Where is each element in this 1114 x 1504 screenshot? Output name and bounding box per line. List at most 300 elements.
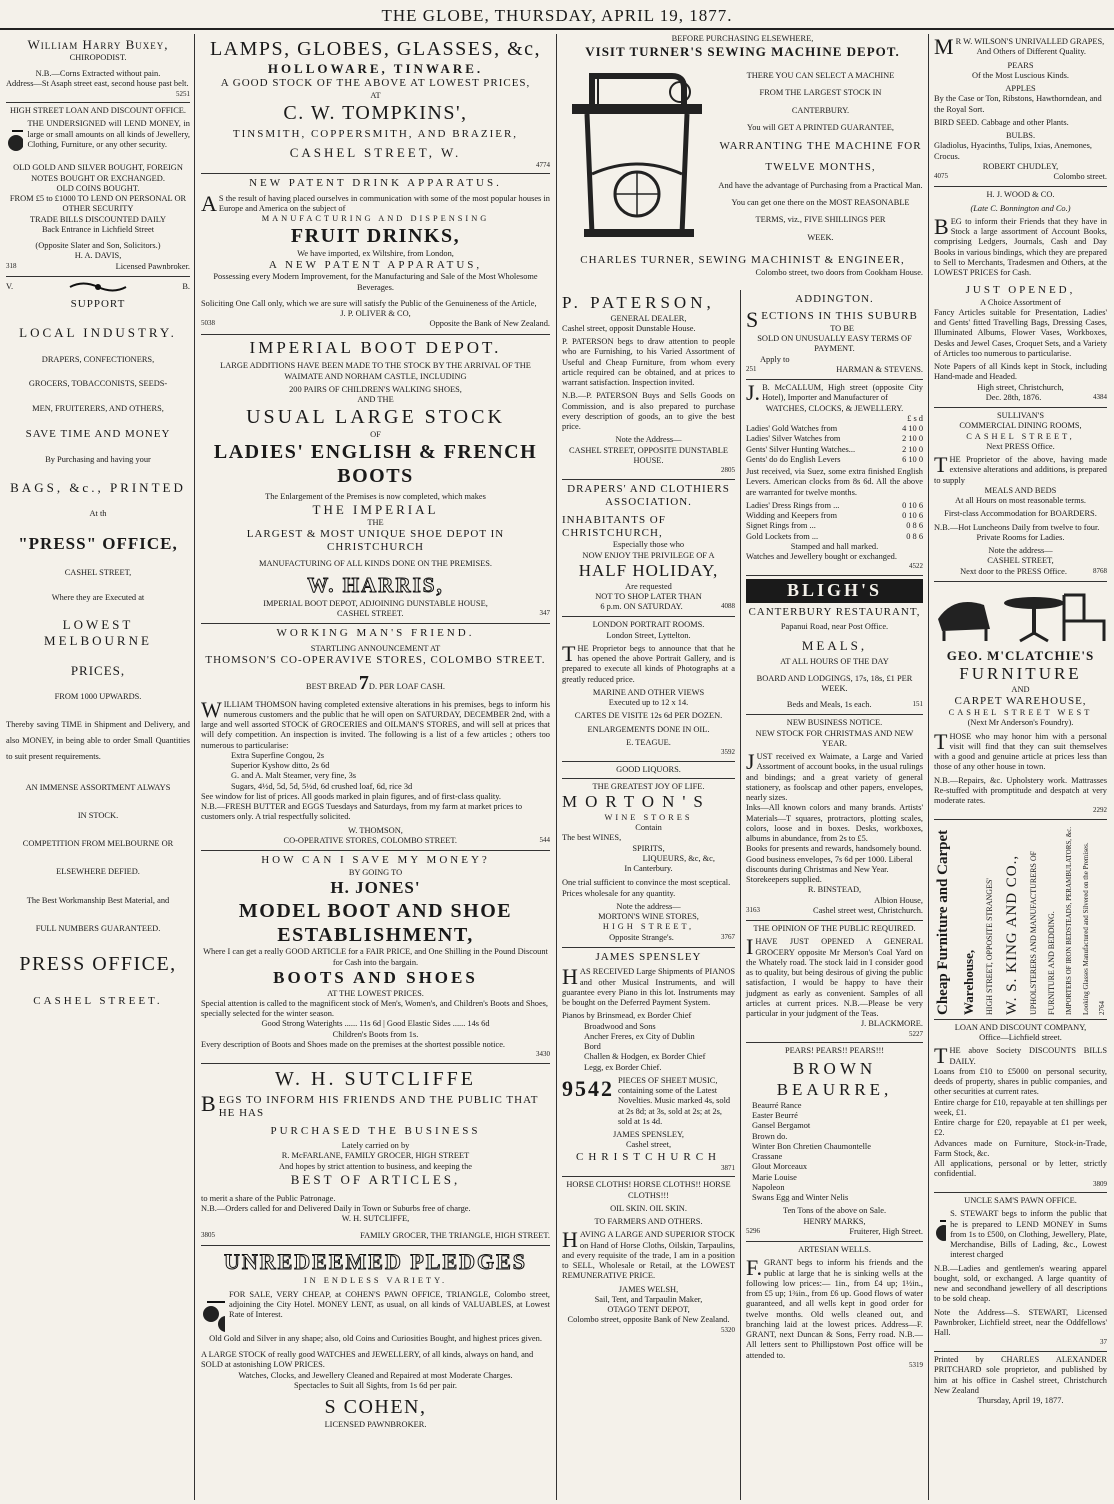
spensley-item-2: Bord (584, 1042, 601, 1052)
paterson-nb: N.B.—P. PATERSON Buys and Sells Goods on Commission, and is also prepared to purchase every description of goods, an to give the best price. (562, 391, 735, 432)
thomson-item-2: G. and A. Malt Steamer, very fine, 3s (231, 771, 357, 781)
spensley-address: Cashel street, (625, 1140, 672, 1150)
turner-line-2: VISIT TURNER'S SEWING MACHINE DEPOT. (585, 44, 900, 60)
press-line-1: LOCAL INDUSTRY. (19, 325, 177, 341)
binstead-line-3: Books for presents and rewards, handsomely bound. (746, 844, 922, 854)
paterson-line-2: CASHEL STREET, OPPOSITE DUNSTABLE HOUSE. (569, 445, 728, 465)
king-ad (934, 820, 1107, 1020)
press-line2-0: AN IMMENSE ASSORTMENT ALWAYS (25, 782, 171, 792)
half-holiday-line-1: INHABITANTS OF CHRISTCHURCH, (562, 513, 666, 539)
addington-number: 251 (746, 364, 757, 373)
thomson-item-1: Superior Kyshow ditto, 2s 6d (231, 761, 330, 771)
mccallum-watch-price-2: 2 10 0 (902, 444, 923, 454)
blackmore-number: 5227 (909, 1029, 923, 1038)
column-3b (740, 290, 928, 1500)
blackmore-name: J. BLACKMORE. (860, 1019, 923, 1029)
stewart-body: S. STEWART begs to inform the public that he is prepared to LEND MONEY in Sums from 1s to £500, on Clothing, Jewellery, Plate, Merchandise, Bills of Lading, &c., Lowest interest charged (950, 1209, 1107, 1260)
paterson-address: Cashel street, opposit Dunstable House. (562, 323, 696, 333)
morton-line-13: HIGH STREET, (602, 922, 695, 932)
blackmore-ad (746, 921, 923, 1043)
morton-number: 3767 (721, 932, 735, 941)
mclatchie-line-1: FURNITURE (959, 663, 1082, 683)
mccallum-watch-price-0: 4 10 0 (902, 424, 923, 434)
wood-line-6: High street, Christchurch, (977, 382, 1064, 392)
loan-line-3: Entire charge for £10, repayable at ten shillings per week, £1. (934, 1097, 1107, 1117)
mccallum-ring-label-0: Ladies' Dress Rings from ... (746, 500, 840, 510)
mccallum-ring-row-2 (746, 521, 923, 531)
turner-line-1: FROM THE LARGEST STOCK IN (759, 88, 882, 98)
thomson-item-3: Sugars, 4½d, 5d, 5d, 5½d, 6d crushed loaf, 6d, rice 3d (231, 781, 413, 791)
loan-head: LOAN AND DISCOUNT COMPANY, (954, 1022, 1087, 1032)
sullivan-line-9: Note the address— (988, 546, 1053, 556)
half-holiday-line-5: Are requested (625, 581, 672, 591)
grant-body: F.GRANT begs to inform his friends and the public at large that he is sinking wells at the following low prices:— 1in., from £4 up; 1½in., from £5 up; 1¾in., from £6 up. Good flows of water guaranteed, and all wells kept in good order for twelve months. Old wells cleaned out, and branching laid at the lowest prices. Address—F. GRANT, next Duncan & Sons, Ferry road. N.B.—All letters sent to Phillipstown Post office will be attended to. (746, 1255, 923, 1360)
davis-name: H. A. DAVIS, (74, 251, 122, 261)
press-line-10: CASHEL STREET, (64, 568, 132, 578)
spensley-big-number: 9542 (562, 1075, 614, 1101)
grant-head: ARTESIAN WELLS. (798, 1245, 871, 1255)
addington-line-3: SOLD ON UNUSUALLY EASY TERMS OF PAYMENT. (757, 334, 912, 354)
marks-item-7: Marie Louise (752, 1172, 797, 1182)
stewart-line-1: N.B.—Ladies and gentlemen's wearing apparel bought, sold, or exchanged. A large quantity of new and secondhand jewellery of all descriptions to be sold cheap. (934, 1263, 1107, 1304)
sullivan-line-3: Next PRESS Office. (986, 441, 1055, 451)
sutcliffe-line-6: BEST OF ARTICLES, (290, 1171, 461, 1187)
bligh-number: 151 (912, 700, 923, 709)
sullivan-line-1: COMMERCIAL DINING ROOMS, (959, 421, 1082, 431)
jones-line-1: BY GOING TO (348, 867, 403, 877)
mccallum-ring-price-3: 0 8 6 (906, 531, 923, 541)
davis-number: 318 (6, 261, 17, 270)
sutcliffe-line-8: N.B.—Orders called for and Delivered Daily in Town or Suburbs free of charge. (201, 1204, 471, 1214)
imprint-line-1: Printed by CHARLES ALEXANDER PRITCHARD sole proprietor, and published by him at his office in Cashel street, Christchurch New Zealand (934, 1355, 1107, 1395)
harris-head: IMPERIAL BOOT DEPOT. (249, 337, 502, 357)
teague-address: London Street, Lyttelton. (606, 630, 691, 640)
mclatchie-line-2: AND (1011, 684, 1030, 694)
harris-name: W. HARRIS, (307, 573, 444, 598)
mclatchie-head: GEO. M'CLATCHIE'S (946, 647, 1095, 663)
sutcliffe-line-7: to merit a share of the Public Patronage. (201, 1193, 336, 1203)
harris-line-2: 200 PAIRS OF CHILDREN'S WALKING SHOES, (289, 384, 462, 394)
press-body: Thereby saving TIME in Shipment and Delivery, and also MONEY, in being able to order Small Quantities to suit present requirements. (6, 719, 190, 761)
harris-address: IMPERIAL BOOT DEPOT, ADJOINING DUNSTABLE HOUSE, (263, 598, 488, 608)
turner-line-2: CANTERBURY. (791, 105, 850, 115)
welsh-line-2: TO FARMERS AND OTHERS. (594, 1217, 703, 1227)
binstead-ad (746, 715, 923, 921)
morton-line-10: Prices wholesale for any quantity. (562, 888, 676, 898)
marks-name: HENRY MARKS, (803, 1216, 866, 1226)
sullivan-head: SULLIVAN'S (997, 411, 1044, 421)
sullivan-body: THE Proprietor of the above, having made extensive alterations and additions, is prepared to supply (934, 452, 1107, 485)
mccallum-ring-label-3: Gold Lockets from ... (746, 531, 819, 541)
thomson-name: W. THOMSON, (348, 825, 403, 835)
davis-line-1: OLD GOLD AND SILVER BOUGHT, FOREIGN NOTES BOUGHT OR EXCHANGED. (13, 163, 183, 183)
turner-line-3: You will GET A PRINTED GUARANTEE, (747, 122, 894, 132)
loan-line-4: Entire charge for £20, repayable at £1 per week, £2. (934, 1118, 1107, 1138)
sullivan-line-6: First-class Accommodation for BOARDERS. (944, 509, 1097, 519)
king-vertical-5: UPHOLSTERERS AND MANUFACTURERS OF (1029, 850, 1039, 1015)
stewart-ad (934, 1193, 1107, 1352)
marks-head: PEARS! PEARS!! PEARS!!! (784, 1046, 885, 1056)
jones-line-11: Every description of Boots and Shoes made on the premises at the shortest possible notice. (201, 1039, 505, 1049)
binstead-line-2: Inks—All known colors and many brands. Artists' Materials—T squares, protractors, plotting scales, colors, loose and in boxes. Desks, workboxes, albums in abundance, from 2s to £5. (746, 803, 923, 844)
wood-line-5: Note Papers of all Kinds kept in Stock, including Hand-made and Headed. (934, 362, 1107, 382)
press-line2-7: CASHEL STREET. (33, 994, 163, 1007)
harris-address-2: CASHEL STREET. (336, 608, 404, 618)
stewart-number: 37 (1100, 1338, 1107, 1347)
half-holiday-line-4: HALF HOLIDAY, (578, 560, 719, 580)
loan-line-1: Office—Lichfield street. (979, 1033, 1062, 1043)
press-line2-4: The Best Workmanship Best Material, and (26, 895, 170, 905)
marks-line-2: Ten Tons of the above on Sale. (782, 1206, 887, 1216)
davis-line-6: (Opposite Slater and Son, Solicitors.) (35, 241, 161, 251)
press-line-13: PRICES, (70, 662, 126, 678)
morton-line-3: WINE STORES (604, 812, 693, 822)
morton-line-1: THE GREATEST JOY OF LIFE. (592, 781, 705, 791)
oliver-address: Opposite the Bank of New Zealand. (429, 319, 550, 329)
paterson-ad (562, 290, 735, 480)
chudley-line-5: APPLES (1005, 84, 1036, 93)
sutcliffe-number: 3805 (201, 1230, 215, 1239)
welsh-address: Colombo street, opposite Bank of New Zealand. (567, 1315, 730, 1325)
press-line2-1: IN STOCK. (77, 810, 119, 820)
press-line-9: "PRESS" OFFICE, (18, 533, 178, 553)
welsh-number: 5320 (721, 1325, 735, 1334)
jones-number: 3430 (536, 1050, 550, 1059)
mccallum-watch-row-2 (746, 445, 923, 455)
masthead-title: THE GLOBE, THURSDAY, APRIL 19, 1877. (381, 6, 733, 25)
chudley-number: 4075 (934, 172, 948, 180)
marks-item-5: Crassane (752, 1152, 783, 1162)
binstead-number: 3163 (746, 905, 760, 914)
king-number: 2764 (1098, 1000, 1107, 1015)
teague-line-4: ENLARGEMENTS DONE IN OIL. (587, 724, 710, 734)
marks-item-1: Easter Beurré (752, 1111, 798, 1121)
oliver-line-3: We have imported, ex Wiltshire, from London, (297, 248, 454, 258)
spensley-city: CHRISTCHURCH (576, 1150, 721, 1163)
addington-line-2: TO BE (830, 323, 855, 333)
chudley-line-8: BULBS. (1005, 131, 1036, 140)
sullivan-line-10: CASHEL STREET, (987, 556, 1054, 566)
press-line-4: MEN, FRUITERERS, AND OTHERS, (32, 403, 164, 413)
oliver-line-5: Possessing every Modern Improvement, for the Manufacturing and Sale of the Most Wholesome Beverages. (213, 272, 538, 292)
harris-line-1: LARGE ADDITIONS HAVE BEEN MADE TO THE STOCK BY THE ARRIVAL OF THE WAIMATE AND NORHAM CASTLE, INCLUDING (220, 361, 531, 381)
press-right-mark: B. (182, 281, 190, 291)
marks-item-8: Napoleon (752, 1182, 785, 1192)
sullivan-line-7: N.B.—Hot Luncheons Daily from twelve to four. (934, 522, 1100, 532)
tompkins-line-3: A GOOD STOCK OF THE ABOVE AT LOWEST PRICES, (220, 77, 531, 90)
morton-line-12: MORTON'S WINE STORES, (598, 912, 699, 922)
paterson-number: 2805 (721, 466, 735, 475)
marks-item-9: Swans Egg and Winter Nelis (752, 1193, 849, 1203)
sullivan-line-4: MEALS AND BEDS (984, 485, 1057, 495)
binstead-head: NEW BUSINESS NOTICE. (786, 718, 883, 728)
harris-line-7: The Enlargement of the Premises is now completed, which makes (265, 491, 486, 501)
grant-ad (746, 1242, 923, 1373)
buxey-role: CHIROPODIST. (69, 52, 127, 62)
sutcliffe-head: W. H. SUTCLIFFE (275, 1067, 476, 1090)
davis-line-3: FROM £5 to £1000 TO LEND ON PERSONAL OR OTHER SECURITY (9, 194, 187, 214)
oliver-head: NEW PATENT DRINK APPARATUS. (249, 177, 502, 190)
thomson-line-2: THOMSON'S CO-OPERAVIVE STORES, COLOMBO STREET. (205, 653, 546, 666)
jones-line-9: Good Strong Waterights ...... 11s 6d | Good Elastic Sides ...... 14s 6d (261, 1019, 490, 1029)
turner-line-7: You can get one there on the MOST REASONABLE (731, 198, 910, 208)
tompkins-name: C. W. TOMPKINS', (283, 101, 468, 124)
cohen-line-3: A LARGE STOCK of really good WATCHES and JEWELLERY, of all kinds, always on hand, and SOLD at astonishing LOW PRICES. (201, 1350, 534, 1370)
turner-ad (562, 34, 923, 278)
mccallum-watch-label-0: Ladies' Gold Watches from (746, 424, 838, 434)
davis-body: THE UNDERSIGNED will LEND MONEY, in large or small amounts on all kinds of Jewellery, Clothing, Furniture, or any other security. (27, 119, 190, 149)
morton-line-2: MORTON'S (562, 792, 711, 812)
turner-address: Colombo street, two doors from Cookham House. (755, 267, 923, 277)
pawnbroker-balls-icon-3 (934, 1209, 946, 1259)
press-line-3: GROCERS, TOBACCONISTS, SEEDS- (28, 379, 168, 389)
thomson-ad (201, 624, 550, 851)
jones-line-3: MODEL BOOT AND SHOE (238, 899, 513, 922)
imprint-line-2: Thursday, April 19, 1877. (977, 1396, 1064, 1405)
oliver-line-6: Soliciting One Call only, which we are sure will satisfy the Public of the Genuineness of the Article, (201, 298, 537, 308)
jones-line-7: AT THE LOWEST PRICES. (327, 988, 424, 998)
thomson-line-3: See window for list of prices. All goods marked in plain figures, and of first-class quality. (201, 791, 501, 801)
column-3-top (556, 34, 928, 290)
marks-number: 5296 (746, 1226, 760, 1235)
mclatchie-line-4: CASHEL STREET WEST (948, 708, 1093, 718)
oliver-ad (201, 174, 550, 334)
mccallum-watch-price-1: 2 10 0 (902, 434, 923, 444)
press-office-ad (6, 277, 190, 1012)
loan-body: THE above Society DISCOUNTS BILLS DAILY. (934, 1043, 1107, 1069)
buxey-note: N.B.—Corns Extracted without pain. (35, 69, 161, 79)
wood-line-1: (Late C. Bonnington and Co.) (970, 203, 1071, 213)
half-holiday-line-7: 6 p.m. ON SATURDAY. (600, 602, 683, 612)
chudley-line-9: Gladiolus, Hyacinths, Tulips, Ixias, Anemones, Crocus. (934, 141, 1092, 161)
marks-line-1: BROWN BEAURRE, (776, 1059, 893, 1100)
press-line-14: FROM 1000 UPWARDS. (54, 692, 142, 702)
king-vertical-1: Cheap Furniture and Carpet (935, 829, 951, 1015)
tompkins-line-4: AT (370, 90, 381, 100)
wood-line-7: Dec. 28th, 1876. (985, 392, 1042, 402)
thomson-bread-a: BEST BREAD (306, 682, 357, 692)
bligh-line-3: MEALS, (801, 638, 868, 654)
paterson-role: GENERAL DEALER, (610, 313, 687, 323)
tompkins-trade: TINSMITH, COPPERSMITH, AND BRAZIER, (232, 128, 519, 141)
thomson-bread-c: D. PER LOAF CASH. (368, 682, 445, 692)
teague-body: THE Proprietor begs to announce that that he has opened the above Portrait Gallery, and is prepared to execute all kinds of Photographs at a greatly reduced price. (562, 640, 735, 684)
sutcliffe-line-1: BEGS TO INFORM HIS FRIENDS AND THE PUBLIC THAT HE HAS (201, 1091, 539, 1120)
morton-line-11: Note the address— (616, 901, 681, 911)
oliver-number: 5038 (201, 319, 215, 328)
mccallum-ad (746, 380, 923, 576)
welsh-name: JAMES WELSH, (618, 1284, 679, 1294)
grant-number: 5319 (909, 1360, 923, 1369)
mccallum-watch-row-1 (746, 434, 923, 444)
half-holiday-line-2: Especially those who (612, 540, 685, 550)
paterson-name: P. PATERSON, (562, 293, 715, 312)
king-vertical-6: FURNITURE AND BEDDING. (1046, 911, 1056, 1015)
sutcliffe-line-4: R. McFARLANE, FAMILY GROCER, HIGH STREET (281, 1151, 470, 1161)
thomson-bread-price: 7 (358, 672, 369, 695)
wood-number: 4384 (1093, 392, 1107, 401)
spensley-name: JAMES SPENSLEY, (612, 1130, 685, 1140)
king-vertical-3: HIGH STREET, OPPOSITE STRANGES' (984, 878, 994, 1015)
harris-line-5: OF (370, 429, 381, 439)
chudley-line-7: BIRD SEED. Cabbage and other Plants. (934, 117, 1069, 127)
morton-line-8: In Canterbury. (624, 864, 673, 874)
turner-line-4: WARRANTING THE MACHINE FOR (719, 140, 922, 153)
thomson-number: 544 (539, 835, 550, 844)
press-line-0: SUPPORT (70, 297, 126, 310)
harris-number: 347 (539, 608, 550, 617)
teague-name: E. TEAGUE. (626, 737, 671, 747)
cohen-line-4: Watches, Clocks, and Jewellery Cleaned and Repaired at most Moderate Charges. (238, 1370, 513, 1380)
mccallum-line-1: WATCHES, CLOCKS, & JEWELLERY. (765, 403, 904, 413)
marks-role: Fruiterer, High Street. (849, 1226, 923, 1236)
chudley-name: ROBERT CHUDLEY, (982, 161, 1059, 171)
mccallum-watch-label-2: Gents' Silver Hunting Watches... (746, 444, 856, 454)
thomson-line-4: N.B.—FRESH BUTTER and EGGS Tuesdays and Saturdays, from my farm at market prices to customers only. A trial respectfully solicited. (201, 802, 523, 822)
addington-name: HARMAN & STEVENS. (836, 364, 923, 374)
teague-head: LONDON PORTRAIT ROOMS. (592, 620, 705, 630)
marks-item-2: Gansel Bergamot (752, 1121, 811, 1131)
spensley-number: 3871 (721, 1163, 735, 1172)
sullivan-ad (934, 408, 1107, 582)
oliver-line-1: MANUFACTURING AND DISPENSING (261, 214, 490, 223)
sutcliffe-line-3: Lately carried on by (341, 1141, 410, 1151)
turner-line-5: TWELVE MONTHS, (765, 160, 876, 173)
teague-line-1: MARINE AND OTHER VIEWS (592, 687, 705, 697)
teague-line-3: CARTES DE VISITE 12s 6d PER DOZEN. (574, 711, 723, 721)
davis-title: HIGH STREET LOAN AND DISCOUNT OFFICE. (9, 106, 187, 116)
chudley-line-1: MR W. WILSON'S UNRIVALLED GRAPES, (934, 34, 1105, 59)
welsh-line-1: OIL SKIN. OIL SKIN. (610, 1203, 687, 1213)
turner-line-6: And have the advantage of Purchasing from a Practical Man. (718, 180, 923, 190)
binstead-body: JUST received ex Waimate, a Large and Varied Assortment of account books, in the usual rulings and bindings; and a great variety of general stationery, as foolscap and other papers, envelopes, nearly sizes. (746, 749, 923, 803)
spensley-item-1: Ancher Freres, ex City of Dublin (584, 1031, 695, 1041)
harris-line-9: THE (367, 517, 384, 527)
thomson-address: CO-OPERATIVE STORES, COLOMBO STREET. (283, 835, 457, 845)
mccallum-number: 4522 (909, 562, 923, 571)
mclatchie-body: THOSE who may honor him with a personal visit will find that they can suit themselves with a good and genuine article at prices less than those of any other house in town. (934, 728, 1107, 772)
marks-item-4: Winter Bon Chretien Chaumontelle (752, 1141, 871, 1151)
pawnbroker-balls-icon-2 (201, 1290, 225, 1334)
jones-line-10: Children's Boots from 1s. (332, 1029, 419, 1039)
sullivan-line-11: Next door to the PRESS Office. (960, 566, 1067, 576)
harris-line-11: MANUFACTURING OF ALL KINDS DONE ON THE PREMISES. (259, 558, 492, 568)
welsh-depot: OTAGO TENT DEPOT, (607, 1305, 690, 1315)
loan-ad (934, 1020, 1107, 1193)
sullivan-line-8: Private Rooms for Ladies. (976, 532, 1065, 542)
davis-role: Licensed Pawnbroker. (115, 261, 190, 271)
cohen-role: LICENSED PAWNBROKER. (324, 1419, 427, 1429)
mccallum-ring-row-0 (746, 501, 923, 511)
mccallum-ring-label-1: Widding and Keepers from (746, 511, 838, 521)
tompkins-ad (201, 34, 550, 174)
spensley-item-3: Challen & Hodgen, ex Border Chief (584, 1052, 706, 1062)
davis-line-5: Back Entrance in Lichfield Street (41, 224, 155, 234)
blackmore-body: IHAVE JUST OPENED A GENERAL GROCERY opposite Mr Merson's Coal Yard on the Whately road. The stock laid in I consider good as to quality, but being desirous of giving the public satisfaction, I would be happy to have their judgment as early as convenient. Samples of all articles at current prices. N.B.—Please be very particular in your judgment of the Teas. (746, 934, 923, 1019)
tompkins-address: CASHEL STREET, W. (289, 144, 462, 160)
mccallum-watch-label-1: Ladies' Silver Watches from (746, 434, 841, 444)
press-line-2: DRAPERS, CONFECTIONERS, (41, 355, 155, 365)
teague-line-2: Executed up to 12 x 14. (608, 698, 689, 708)
press-line-7: BAGS, &c., PRINTED (10, 479, 186, 495)
mccallum-unit: £ s d (907, 413, 923, 423)
cohen-line-2: Old Gold and Silver in any shape; also, old Coins and Curiosities Bought, and highest prices given. (209, 1333, 542, 1343)
morton-line-5: The best WINES, (562, 833, 622, 843)
half-holiday-line-3: NOW ENJOY THE PRIVILEGE OF A (582, 550, 715, 560)
oliver-name: J. P. OLIVER & CO, (340, 309, 411, 319)
addington-ad (746, 290, 923, 380)
spensley-line-1: Pianos by Brinsmead, ex Border Chief (562, 1011, 692, 1021)
davis-line-4: TRADE BILLS DISCOUNTED DAILY (29, 214, 167, 224)
sullivan-line-2: CASHEL STREET, (966, 431, 1075, 441)
turner-name: CHARLES TURNER, SEWING MACHINIST & ENGINEER, (580, 254, 905, 267)
press-line-5: SAVE TIME AND MONEY (25, 427, 171, 440)
mclatchie-line-5: (Next Mr Anderson's Foundry). (967, 718, 1074, 728)
addington-line-1: SECTIONS IN THIS SUBURB (746, 307, 918, 333)
welsh-head: HORSE CLOTHS! HORSE CLOTHS!! HORSE CLOTHS!!! (566, 1180, 731, 1200)
sutcliffe-name: W. H. SUTCLIFFE, (341, 1214, 410, 1224)
mccallum-ring-price-0: 0 10 6 (902, 500, 923, 510)
king-vertical-7: IMPORTERS OF IRON BEDSTEADS, PERAMBULATORS, &c. (1064, 826, 1073, 1015)
furniture-icon (934, 585, 1108, 645)
oliver-line-2: FRUIT DRINKS, (290, 225, 461, 248)
binstead-address-2: Cashel street west, Christchurch. (812, 905, 923, 915)
welsh-ad (562, 1177, 735, 1338)
press-line2-3: ELSEWHERE DEFIED. (56, 867, 140, 877)
cohen-ad (201, 1246, 550, 1434)
masthead (0, 0, 1114, 30)
sutcliffe-line-2: PURCHASED THE BUSINESS (270, 1124, 481, 1137)
buxey-name: William Harry Buxey, (27, 37, 169, 52)
paterson-body: P. PATERSON begs to draw attention to people who are Furnishing, to his Varied Assortment of Useful and Cheap Furniture, from whom every article required can be obtained, and at prices to warrant satisfaction. Inspection invited. (562, 337, 735, 388)
bligh-line-5: BOARD AND LODGINGS, 17s, 18s, £1 PER WEEK. (756, 673, 913, 693)
mclatchie-ad (934, 582, 1107, 820)
wood-line-3: A Choice Assortment of (980, 297, 1061, 307)
mccallum-watch-row-0 (746, 424, 923, 434)
davis-line-2: OLD COINS BOUGHT. (56, 183, 140, 193)
loan-number: 3809 (1093, 1179, 1107, 1188)
welsh-body: HAVING A LARGE AND SUPERIOR STOCK on Hand of Horse Cloths, Oilskin, Tarpaulins, and every requisite of the trade, I am in a position to SELL, Wholesale or Retail, at the LOWEST REMUNERATIVE PRICE. (562, 1227, 735, 1281)
mccallum-watch-price-3: 6 10 0 (902, 454, 923, 464)
sutcliffe-address: FAMILY GROCER, THE TRIANGLE, HIGH STREET. (360, 1230, 550, 1240)
sutcliffe-ad (201, 1064, 550, 1246)
king-vertical-8: Looking Glasses Manufactured and Silvered on the Premises. (1081, 842, 1090, 1015)
bligh-line-4: AT ALL HOURS OF THE DAY (780, 657, 889, 667)
mccallum-line-4: Watches and Jewellery bought or exchanged. (746, 552, 897, 562)
cohen-line-5: Spectacles to Suit all Sights, from 1s 6d per pair. (293, 1380, 458, 1390)
mccallum-watch-row-3 (746, 455, 923, 465)
teague-number: 3592 (721, 748, 735, 757)
half-holiday-line-6: NOT TO SHOP LATER THAN (595, 591, 702, 601)
paterson-line-1: Note the Address— (615, 435, 682, 445)
blackmore-head: THE OPINION OF THE PUBLIC REQUIRED. (753, 924, 916, 934)
column-2 (194, 34, 556, 1500)
bligh-ad (746, 576, 923, 715)
binstead-name: R. BINSTEAD, (807, 885, 862, 895)
spensley-ad (562, 948, 735, 1178)
thomson-head: WORKING MAN'S FRIEND. (276, 627, 475, 640)
marks-item-3: Brown do. (752, 1131, 788, 1141)
column-4 (928, 34, 1112, 1500)
loan-line-6: All applications, personal or by letter, strictly confidential. (934, 1159, 1107, 1179)
press-line-11: Where they are Executed at (51, 592, 145, 602)
mccallum-ring-price-1: 0 10 6 (902, 511, 923, 521)
chudley-line-4: Of the Most Luscious Kinds. (971, 70, 1069, 80)
binstead-line-4: Good business envelopes, 7s 6d per 1000. Liberal discounts during Christmas and New Year. Storekeepers supplied. (746, 854, 913, 885)
column-3a (556, 290, 740, 1500)
press-line2-5: FULL NUMBERS GUARANTEED. (35, 923, 161, 933)
king-vertical-4: W. S. KING AND CO., (1003, 854, 1020, 1015)
